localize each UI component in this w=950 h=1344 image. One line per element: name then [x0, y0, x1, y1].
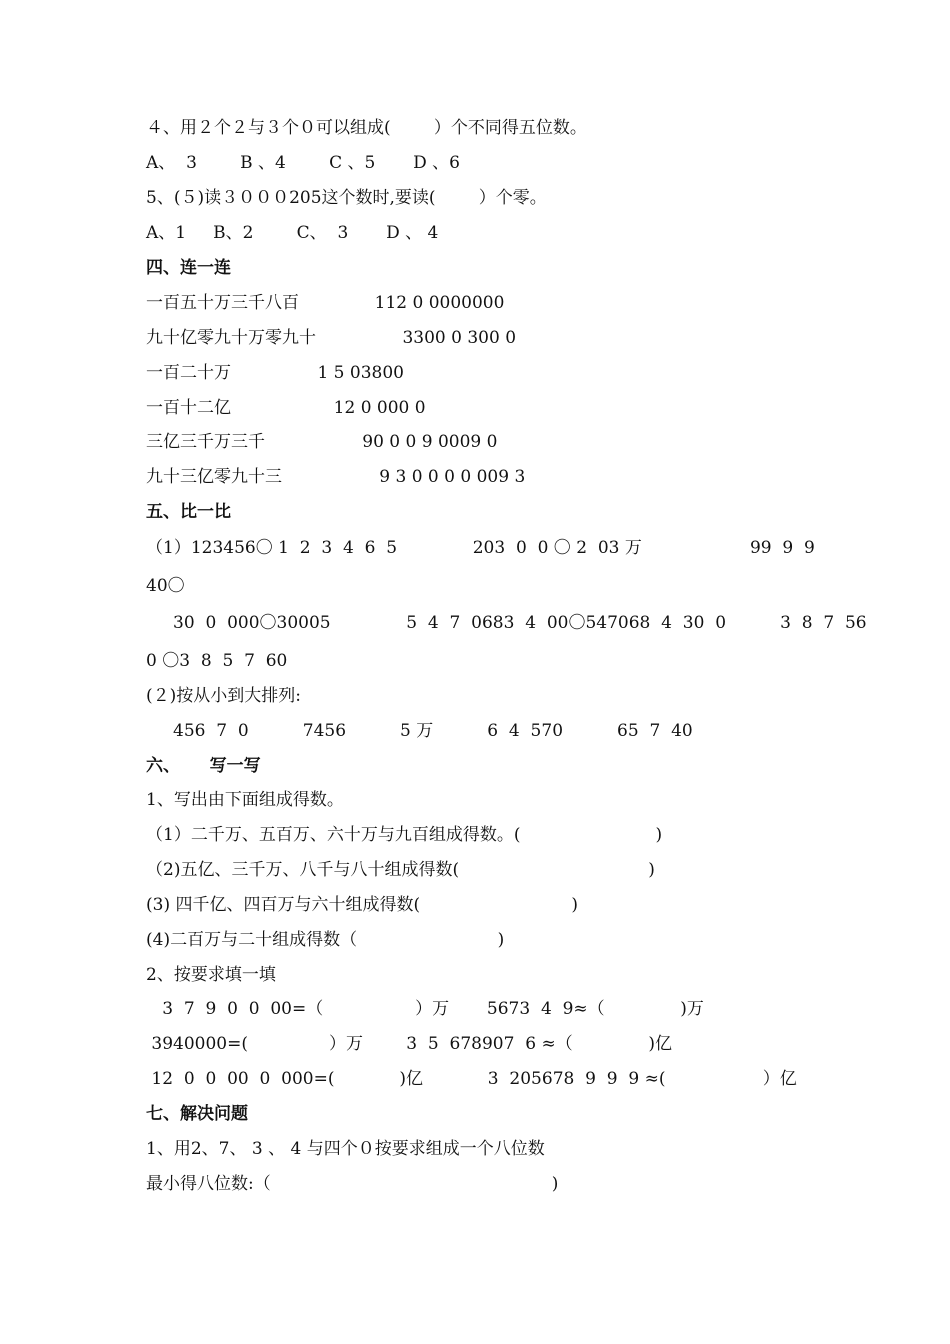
match-row-1: 一百五十万三千八百 112 0 0000000: [146, 293, 505, 313]
match-row-3: 一百二十万 1 5 03800: [146, 363, 404, 383]
compare-row-2-wrap: 0 〇3 8 5 7 60: [146, 651, 288, 671]
match-row-5: 三亿三千万三千 90 0 0 9 0009 0: [146, 432, 498, 452]
match-row-6: 九十三亿零九十三 9 3 0 0 0 0 009 3: [146, 467, 526, 487]
section-7-title: 七、解决问题: [146, 1104, 248, 1124]
section-4-title: 四、连一连: [146, 258, 231, 278]
match-row-4: 一百十二亿 12 0 000 0: [146, 398, 426, 418]
section-6-title: 六、 写一写: [146, 756, 261, 776]
compare-row-1-wrap: 40〇: [146, 576, 185, 596]
write-question-2: 2、按要求填一填: [146, 965, 276, 985]
write-item-3: (3) 四千亿、四百万与六十组成得数( ): [146, 895, 579, 915]
sort-items: 456 7 0 7456 5 万 6 4 570 65 7 40: [146, 721, 693, 741]
fill-row-2: 3940000=( ）万 3 5 678907 6 ≈（ )亿: [146, 1034, 672, 1054]
compare-row-2: 30 0 000〇30005 5 4 7 0683 4 00〇547068 4 30 0 3 8 7 56: [146, 613, 867, 633]
problem-1-answer: 最小得八位数:（ ): [146, 1174, 559, 1194]
match-row-2: 九十亿零九十万零九十 3300 0 300 0: [146, 328, 517, 348]
compare-row-1: （1）123456〇 1 2 3 4 6 5 203 0 0 〇 2 03 万 99 9 9: [146, 538, 815, 558]
fill-row-1: 3 7 9 0 0 00=（ ）万 5673 4 9≈（ )万: [146, 999, 704, 1019]
write-item-4: (4)二百万与二十组成得数（ ): [146, 930, 505, 950]
question-5: 5、(５)读３０００205这个数时,要读( ）个零。: [146, 188, 547, 208]
write-item-1: （1）二千万、五百万、六十万与九百组成得数。( ): [146, 825, 663, 845]
fill-row-3: 12 0 0 00 0 000=( )亿 3 205678 9 9 9 ≈( ）亿: [146, 1069, 797, 1089]
write-item-2: （2)五亿、三千万、八千与八十组成得数( ): [146, 860, 655, 880]
problem-1: 1、用2、7、 3 、 4 与四个０按要求组成一个八位数: [146, 1139, 545, 1159]
sort-instruction: (２)按从小到大排列:: [146, 686, 301, 706]
question-4: ４、用２个２与３个０可以组成( ）个不同得五位数。: [146, 118, 587, 138]
question-4-options: A、 3 B 、4 C 、5 D 、6: [146, 153, 460, 173]
write-question-1: 1、写出由下面组成得数。: [146, 790, 344, 810]
question-5-options: A、1 B、2 C、 3 D 、 4: [146, 223, 439, 243]
section-5-title: 五、比一比: [146, 502, 231, 522]
